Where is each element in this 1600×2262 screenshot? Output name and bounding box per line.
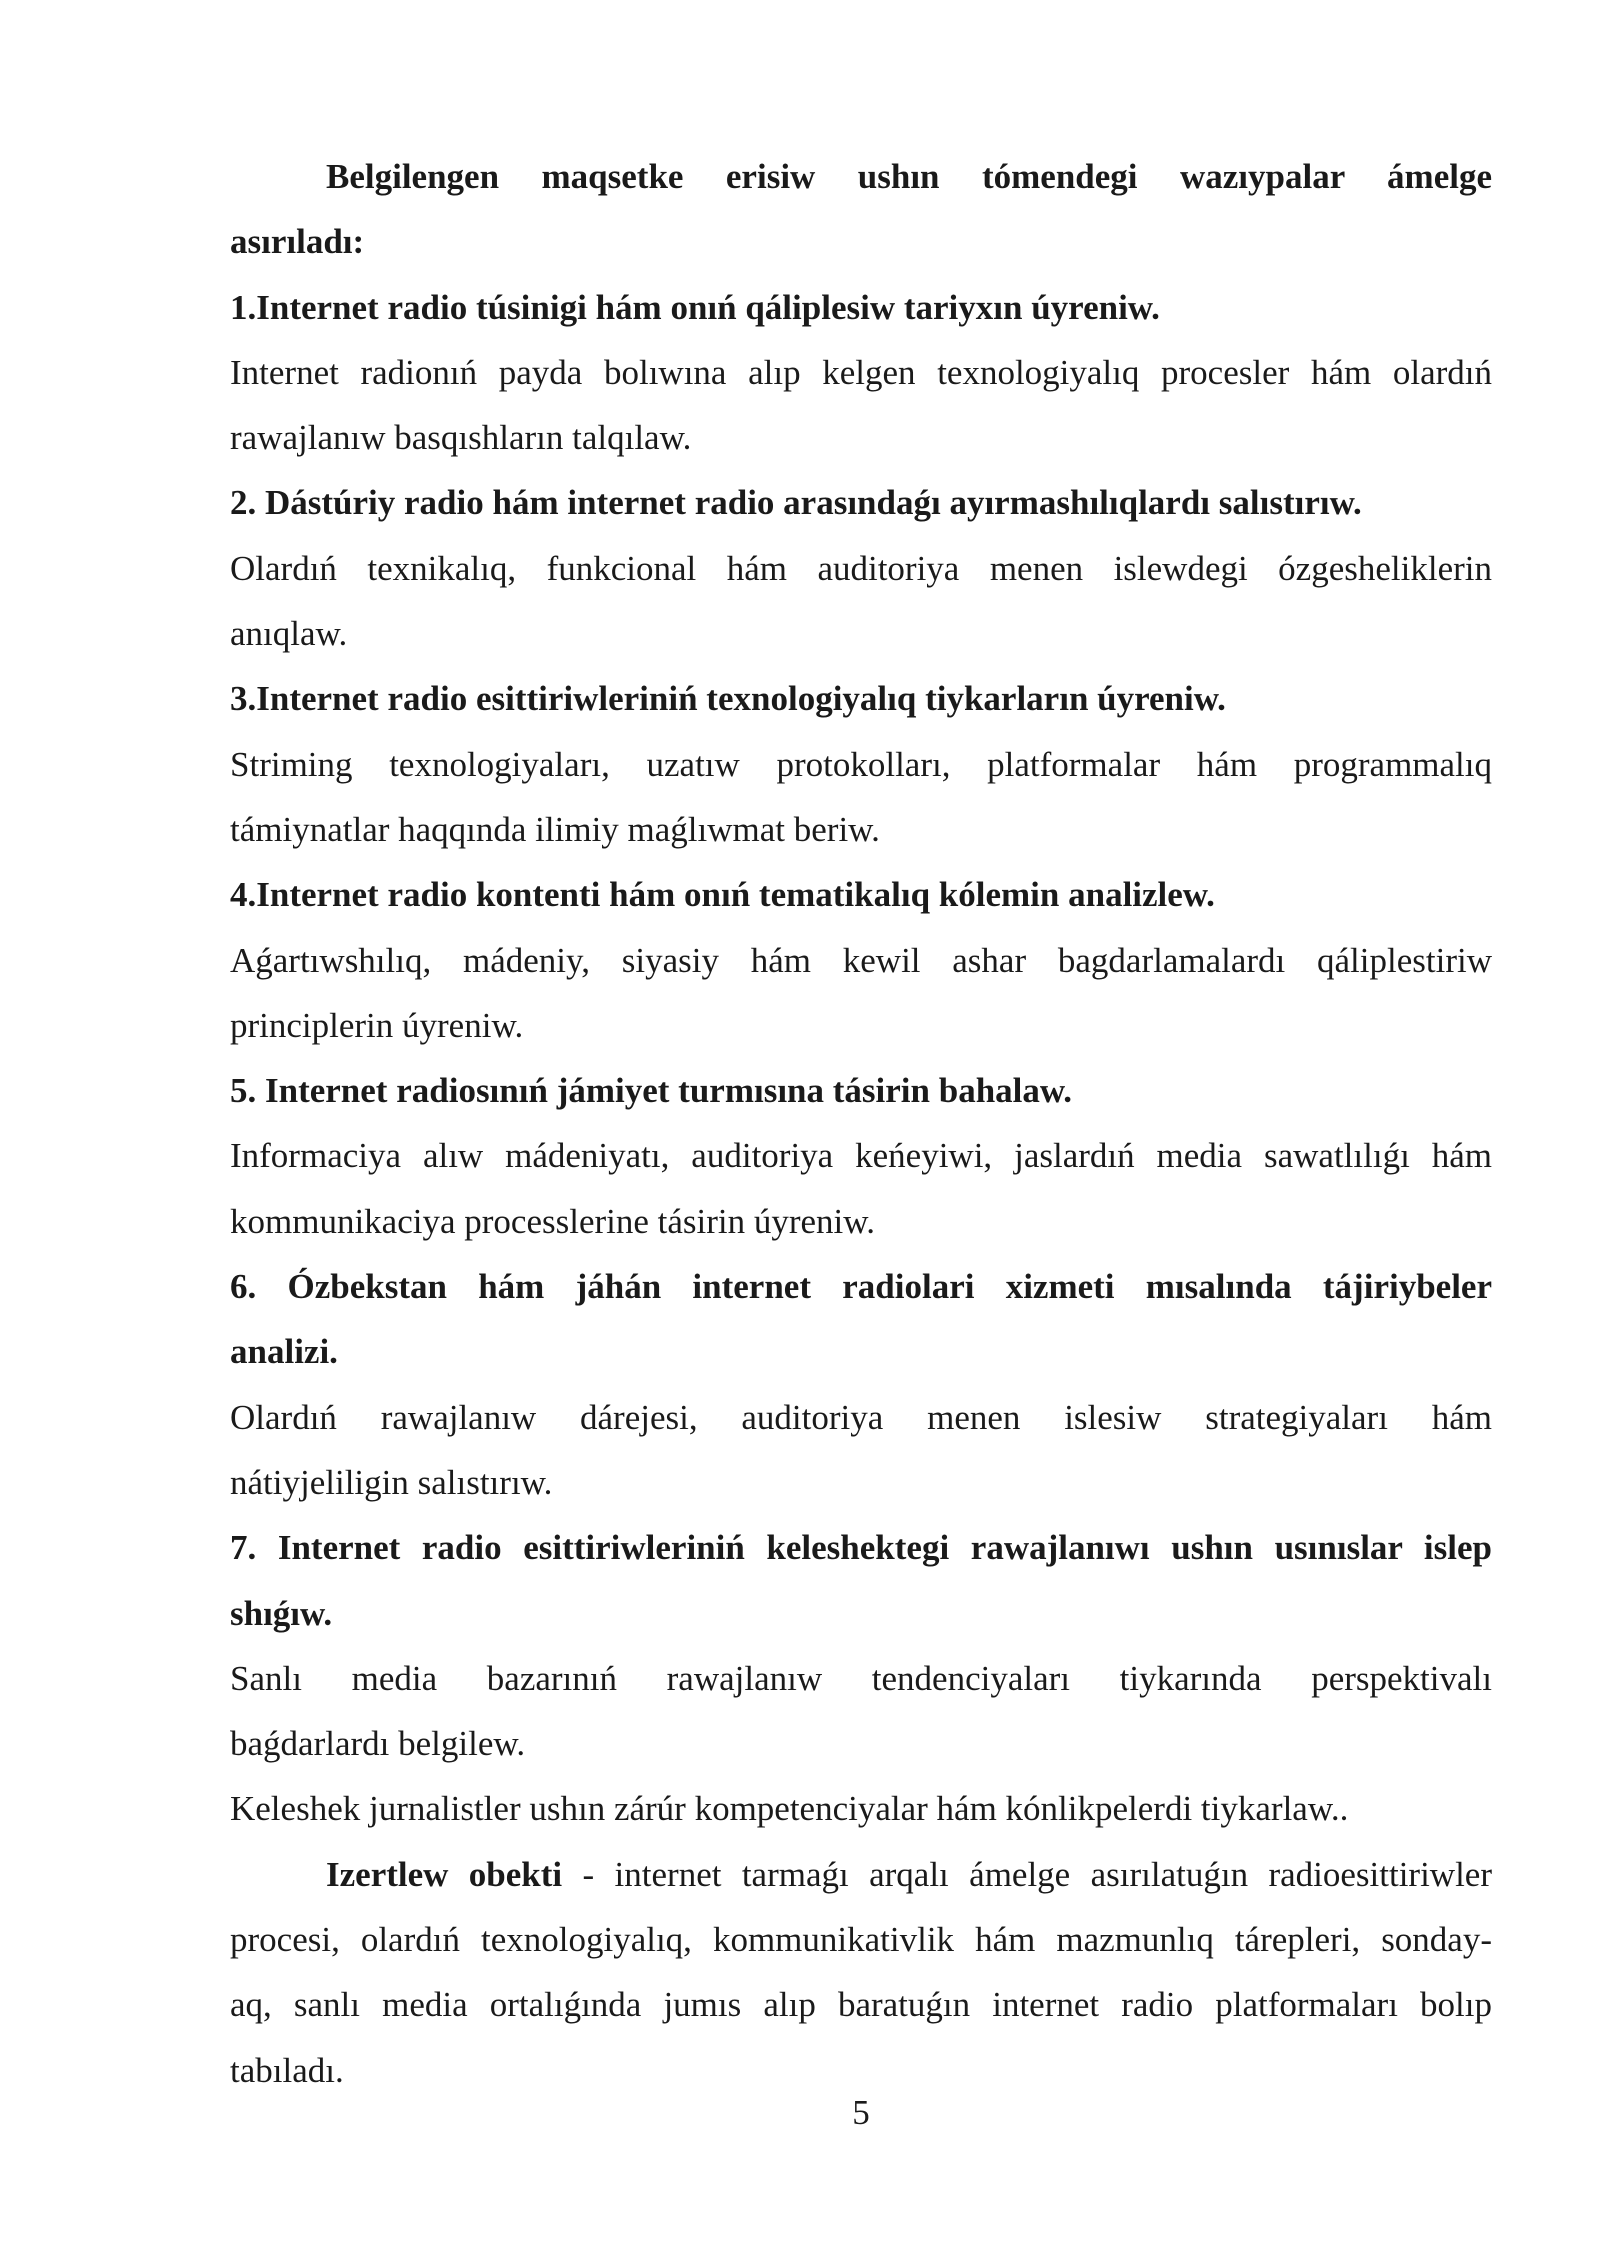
text-run: analizi. — [230, 1332, 338, 1372]
text-run: baǵdarlardı belgilew. — [230, 1724, 526, 1764]
text-run: Keleshek jurnalistler ushın zárúr kompetenciyalar hám kónlikpelerdi tiykarlaw.. — [230, 1789, 1349, 1829]
text-run: principlerin úyreniw. — [230, 1005, 524, 1045]
text-line — [230, 1646, 1492, 1711]
text-line — [230, 1189, 1492, 1254]
text-line — [230, 1907, 1492, 1972]
text-line — [230, 862, 1492, 927]
text-line — [230, 405, 1492, 470]
text-run: rawajlanıw basqıshların talqılaw. — [230, 418, 692, 458]
text-line — [230, 209, 1492, 274]
text-run: 3.Internet radio esittiriwleriniń texnologiyalıq tiykarların úyreniw. — [230, 679, 1226, 719]
text-line — [230, 993, 1492, 1058]
text-line — [230, 1515, 1492, 1580]
text-line — [230, 1123, 1492, 1188]
text-line — [230, 340, 1492, 405]
text-run: asırıladı: — [230, 222, 365, 262]
text-line — [230, 1972, 1492, 2037]
text-line — [230, 1058, 1492, 1123]
text-run: procesi, olardıń texnologiyalıq, kommunikativlik hám mazmunlıq tárepleri, sonday- — [230, 1920, 1492, 1960]
text-run: 2. Dástúriy radio hám internet radio arasındaǵı ayırmashılıqlardı salıstırıw. — [230, 483, 1362, 523]
text-run: 1.Internet radio túsinigi hám onıń qáliplesiw tariyxın úyreniw. — [230, 287, 1160, 327]
text-run: 4.Internet radio kontenti hám onıń tematikalıq kólemin analizlew. — [230, 875, 1215, 915]
text-line — [230, 797, 1492, 862]
text-line — [230, 144, 1492, 209]
text-line — [230, 732, 1492, 797]
term-label: Izertlew obekti — [326, 1854, 563, 1894]
document-body — [230, 144, 1492, 2103]
page-number: 5 — [852, 2093, 870, 2132]
text-run: Striming texnologiyaları, uzatıw protokolları, platformalar hám programmalıq — [230, 744, 1492, 784]
text-run: Aǵartıwshılıq, mádeniy, siyasiy hám kewil ashar bagdarlamalardı qáliplestiriw — [230, 940, 1492, 980]
text-run: aq, sanlı media ortalıǵında jumıs alıp baratuǵın internet radio platformaları bolıp — [230, 1985, 1492, 2025]
text-run: 5. Internet radiosınıń jámiyet turmısına tásirin bahalaw. — [230, 1071, 1072, 1111]
text-line — [230, 1254, 1492, 1319]
text-line — [230, 666, 1492, 731]
text-run: tabıladı. — [230, 2050, 344, 2090]
text-run: Belgilengen maqsetke erisiw ushın tómendegi wazıypalar ámelge — [326, 157, 1492, 196]
text-run: Internet radionıń payda bolıwına alıp kelgen texnologiyalıq procesler hám olardıń — [230, 352, 1492, 392]
text-run: Sanlı media bazarınıń rawajlanıw tendenciyaları tiykarında perspektivalı — [230, 1658, 1492, 1698]
text-line — [230, 1581, 1492, 1646]
text-line — [230, 536, 1492, 601]
text-run: Informaciya alıw mádeniyatı, auditoriya keńeyiwi, jaslardıń media sawatlılıǵı hám — [230, 1136, 1492, 1176]
text-run: Olardıń rawajlanıw dárejesi, auditoriya menen islesiw strategiyaları hám — [230, 1397, 1492, 1437]
text-run: támiynatlar haqqında ilimiy maǵlıwmat beriw. — [230, 809, 880, 849]
text-run: 6. Ózbekstan hám jáhán internet radiolari xizmeti mısalında tájiriybeler — [230, 1267, 1492, 1307]
text-line — [230, 1711, 1492, 1776]
text-run: nátiyjeliligin salıstırıw. — [230, 1462, 553, 1502]
text-run: shıǵıw. — [230, 1593, 333, 1633]
text-line — [230, 1776, 1492, 1841]
text-line — [230, 275, 1492, 340]
text-run: - internet tarmaǵı arqalı ámelge asırılatuǵın radioesittiriwler — [562, 1854, 1492, 1894]
text-run: 7. Internet radio esittiriwleriniń keleshektegi rawajlanıwı ushın usınıslar islep — [230, 1528, 1492, 1568]
text-run: kommunikaciya processlerine tásirin úyreniw. — [230, 1201, 876, 1241]
text-line — [230, 601, 1492, 666]
text-run: Olardıń texnikalıq, funkcional hám auditoriya menen islewdegi ózgesheliklerin — [230, 548, 1492, 588]
text-line — [230, 470, 1492, 535]
text-line — [230, 928, 1492, 993]
text-line — [230, 1450, 1492, 1515]
text-line — [230, 1385, 1492, 1450]
text-line — [230, 1319, 1492, 1384]
text-run: anıqlaw. — [230, 614, 348, 654]
text-line — [230, 1842, 1492, 1907]
